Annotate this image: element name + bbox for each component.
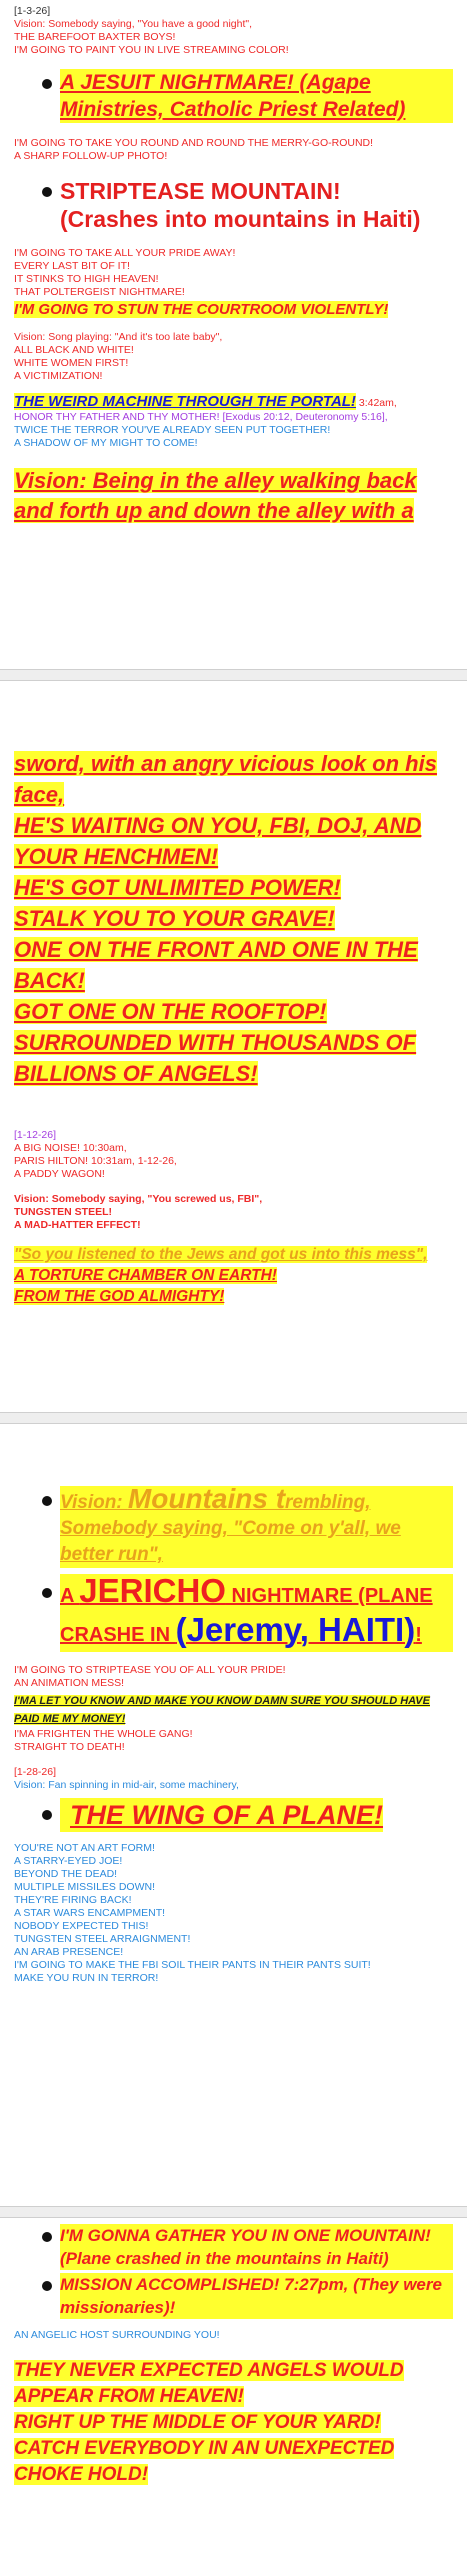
- text-line: THAT POLTERGEIST NIGHTMARE!: [14, 286, 185, 298]
- bullet-item: [42, 1574, 453, 1652]
- gather-heading: I'M GONNA GATHER YOU IN ONE MOUNTAIN! (Plane crashed in the mountains in Haiti): [60, 2224, 453, 2270]
- text-line: THEY'RE FIRING BACK!: [14, 1894, 132, 1906]
- portal-line: [14, 392, 453, 411]
- page-2: [0, 682, 467, 1410]
- date-label: [1-3-26]: [14, 5, 51, 17]
- big-text-block: [14, 2358, 453, 2488]
- big-line: ONE ON THE FRONT AND ONE IN THE BACK!: [14, 937, 418, 993]
- text-line: A SHADOW OF MY MIGHT TO COME!: [14, 437, 198, 449]
- big-line: SURROUNDED WITH THOUSANDS OF BILLIONS OF ANGELS!: [14, 1030, 417, 1086]
- text-line: TWICE THE TERROR YOU'VE ALREADY SEEN PUT TOGETHER!: [14, 424, 331, 436]
- page-1: [0, 0, 467, 668]
- text-line: BEYOND THE DEAD!: [14, 1868, 118, 1880]
- bullet-dot-icon: [42, 2232, 52, 2242]
- alley-vision: Vision: Being in the alley walking back and forth up and down the alley with a: [14, 468, 417, 523]
- bullet-dot-icon: [42, 1588, 52, 1598]
- bullet-dot-icon: [42, 2281, 52, 2291]
- page-separator: [0, 669, 467, 681]
- text-line: I'M GOING TO TAKE ALL YOUR PRIDE AWAY!: [14, 247, 236, 259]
- text-line: A BIG NOISE! 10:30am,: [14, 1142, 127, 1154]
- mountains-vision: Vision: Mountains trembling, Somebody saying, "Come on y'all, we better run",: [60, 1486, 453, 1568]
- text-line: I'M GOING TO MAKE THE FBI SOIL THEIR PANTS IN THEIR PANTS SUIT!: [14, 1959, 371, 1971]
- text-line: A SHARP FOLLOW-UP PHOTO!: [14, 150, 168, 162]
- portal-time: 3:42am,: [355, 397, 397, 409]
- text-line: TUNGSTEN STEEL!: [14, 1206, 113, 1218]
- bullet-item: [42, 2273, 453, 2319]
- portal-heading: THE WEIRD MACHINE THROUGH THE PORTAL!: [14, 393, 356, 410]
- text-line: A STARRY-EYED JOE!: [14, 1855, 123, 1867]
- big-line: CATCH EVERYBODY IN AN UNEXPECTED CHOKE HOLD!: [14, 2438, 395, 2485]
- jericho-heading: A JERICHO NIGHTMARE (PLANE CRASHE IN (Jeremy, HAITI)!: [60, 1574, 453, 1652]
- jesuit-heading: A JESUIT NIGHTMARE! (Agape Ministries, Catholic Priest Related): [60, 69, 453, 123]
- text-line: AN ARAB PRESENCE!: [14, 1946, 124, 1958]
- big-line: RIGHT UP THE MIDDLE OF YOUR YARD!: [14, 2412, 381, 2433]
- text-line: A MAD-HATTER EFFECT!: [14, 1219, 141, 1231]
- text-line: ALL BLACK AND WHITE!: [14, 344, 134, 356]
- text-line: A VICTIMIZATION!: [14, 370, 103, 382]
- blue-list: [14, 1842, 453, 1985]
- text-line: WHITE WOMEN FIRST!: [14, 357, 129, 369]
- text-line: TUNGSTEN STEEL ARRAIGNMENT!: [14, 1933, 191, 1945]
- text-line: HONOR THY FATHER AND THY MOTHER! [Exodus 20:12, Deuteronomy 5:16],: [14, 411, 388, 423]
- text-line: PARIS HILTON! 10:31am, 1-12-26,: [14, 1155, 177, 1167]
- big-line: HE'S WAITING ON YOU, FBI, DOJ, AND YOUR HENCHMEN!: [14, 813, 422, 869]
- text-line: I'M GOING TO STRIPTEASE YOU OF ALL YOUR PRIDE!: [14, 1664, 286, 1676]
- text-line: YOU'RE NOT AN ART FORM!: [14, 1842, 155, 1854]
- page-3: [0, 1425, 467, 2204]
- bullet-item: [42, 177, 453, 233]
- striptease-subheading: (Crashes into mountains in Haiti): [60, 206, 421, 232]
- courtroom-line: I'M GOING TO STUN THE COURTROOM VIOLENTLY!: [14, 301, 389, 318]
- page-4: [0, 2219, 467, 2560]
- big-line: GOT ONE ON THE ROOFTOP!: [14, 999, 327, 1024]
- striptease-heading: STRIPTEASE MOUNTAIN!: [60, 178, 341, 204]
- wing-heading: THE WING OF A PLANE!: [60, 1798, 383, 1832]
- text-line: A PADDY WAGON!: [14, 1168, 105, 1180]
- text-line: EVERY LAST BIT OF IT!: [14, 260, 130, 272]
- text-line: NOBODY EXPECTED THIS!: [14, 1920, 149, 1932]
- text-line: MULTIPLE MISSILES DOWN!: [14, 1881, 155, 1893]
- text-line: Vision: Song playing: "And it's too late baby",: [14, 331, 223, 343]
- big-line: STALK YOU TO YOUR GRAVE!: [14, 906, 335, 931]
- big-line: HE'S GOT UNLIMITED POWER!: [14, 875, 341, 900]
- jews-block: "So you listened to the Jews and got us into this mess", A TORTURE CHAMBER ON EARTH! FROM THE GOD ALMIGHTY!: [14, 1246, 428, 1305]
- date-label: [1-12-26]: [14, 1129, 57, 1141]
- text-line: THE BAREFOOT BAXTER BOYS!: [14, 31, 176, 43]
- bullet-dot-icon: [42, 1496, 52, 1506]
- text-line: AN ANIMATION MESS!: [14, 1677, 125, 1689]
- date-label: [1-28-26]: [14, 1766, 57, 1778]
- bullet-item: [42, 2224, 453, 2270]
- text-line: Vision: Fan spinning in mid-air, some machinery,: [14, 1779, 239, 1791]
- text-line: Vision: Somebody saying, "You screwed us, FBI",: [14, 1193, 263, 1205]
- text-line: AN ANGELIC HOST SURROUNDING YOU!: [14, 2329, 220, 2341]
- big-text-block: [14, 748, 453, 1089]
- text-line: MAKE YOU RUN IN TERROR!: [14, 1972, 159, 1984]
- bullet-dot-icon: [42, 1810, 52, 1820]
- let-you-know-line: I'MA LET YOU KNOW AND MAKE YOU KNOW DAMN SURE YOU SHOULD HAVE PAID ME MY MONEY!: [14, 1695, 430, 1725]
- big-line: THEY NEVER EXPECTED ANGELS WOULD APPEAR FROM HEAVEN!: [14, 2360, 404, 2407]
- text-line: I'M GOING TO PAINT YOU IN LIVE STREAMING COLOR!: [14, 44, 289, 56]
- bullet-dot-icon: [42, 79, 52, 89]
- text-line: IT STINKS TO HIGH HEAVEN!: [14, 273, 159, 285]
- bullet-item: [42, 1483, 453, 1568]
- text-line: Vision: Somebody saying, "You have a good night",: [14, 18, 253, 30]
- big-line: sword, with an angry vicious look on his face,: [14, 751, 437, 807]
- bullet-item: [42, 69, 453, 123]
- text-line: I'M GOING TO TAKE YOU ROUND AND ROUND THE MERRY-GO-ROUND!: [14, 137, 374, 149]
- page-separator: [0, 2206, 467, 2218]
- bullet-dot-icon: [42, 187, 52, 197]
- page-separator: [0, 1412, 467, 1424]
- text-line: STRAIGHT TO DEATH!: [14, 1741, 125, 1753]
- text-line: A STAR WARS ENCAMPMENT!: [14, 1907, 166, 1919]
- mission-heading: MISSION ACCOMPLISHED! 7:27pm, (They were missionaries)!: [60, 2273, 453, 2319]
- bullet-item: [42, 1798, 453, 1832]
- text-line: I'MA FRIGHTEN THE WHOLE GANG!: [14, 1728, 193, 1740]
